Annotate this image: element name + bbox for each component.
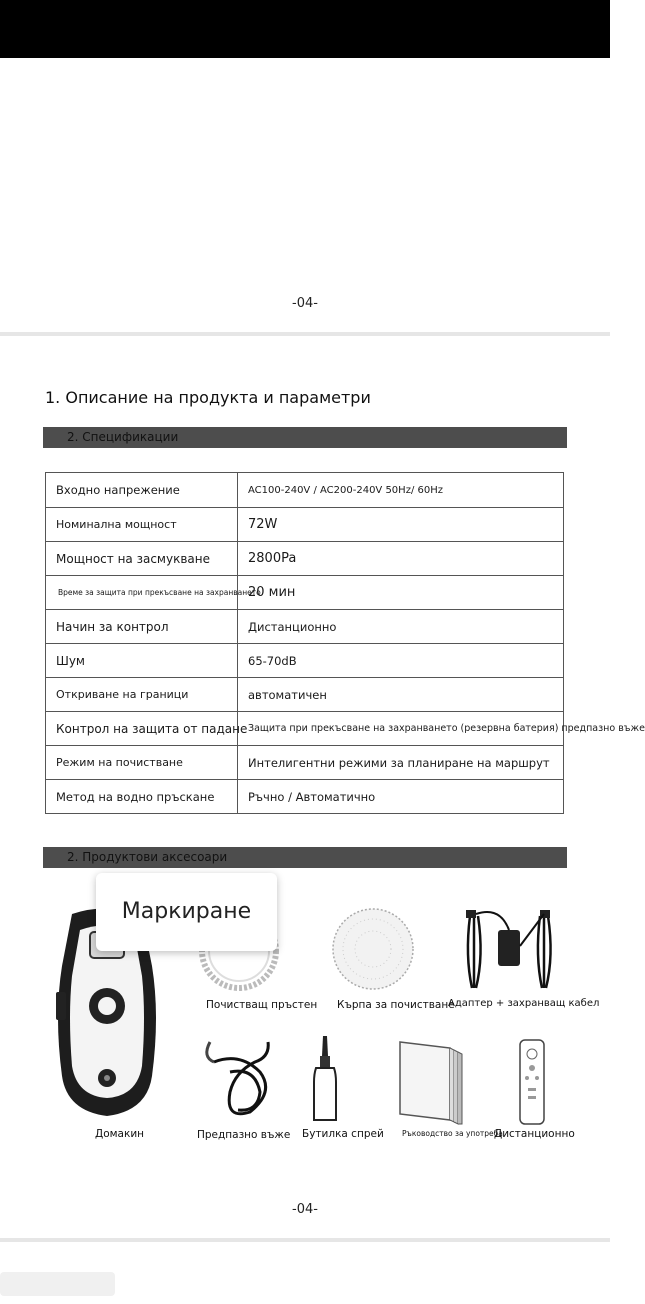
spec-value: AC100-240V / AC200-240V 50Hz/ 60Hz (238, 473, 564, 508)
spec-value: 65-70dB (238, 644, 564, 678)
accessory-label-bottle: Бутилка спрей (302, 1128, 384, 1140)
accessory-label-host: Домакин (95, 1128, 145, 1140)
spec-value: Дистанционно (238, 610, 564, 644)
blurred-content-stub (0, 1272, 115, 1296)
accessory-label-rope: Предпазно въже (197, 1129, 291, 1141)
spray-bottle-image (310, 1034, 340, 1124)
accessory-label-adapter: Адаптер + захранващ кабел (448, 998, 600, 1009)
spec-heading: 2. Спецификации (67, 430, 179, 444)
table-row (46, 746, 564, 780)
spec-value: автоматичен (238, 678, 564, 712)
spec-key: Контрол на защита от падане (46, 712, 238, 746)
spec-value: Интелигентни режими за планиране на маршрут (238, 746, 564, 780)
marking-popup[interactable] (96, 873, 277, 951)
spec-key: Мощност на засмукване (46, 542, 238, 576)
spec-key: Откриване на граници (46, 678, 238, 712)
page-divider-top (0, 332, 610, 336)
table-row (46, 712, 564, 746)
page-divider-bottom (0, 1238, 610, 1242)
table-row (46, 678, 564, 712)
accessories-heading-bar (43, 847, 567, 868)
spec-value: 2800Pa (238, 542, 564, 576)
remote-control-image (518, 1038, 546, 1126)
section-title: 1. Описание на продукта и параметри (45, 388, 371, 407)
accessory-label-ring: Почистващ пръстен (206, 999, 318, 1011)
spec-value: Защита при прекъсване на захранването (резервна батерия) предпазно въже (238, 712, 564, 746)
spec-key: Режим на почистване (46, 746, 238, 780)
top-status-bar (0, 0, 610, 58)
table-row (46, 473, 564, 508)
accessories-heading: 2. Продуктови аксесоари (67, 850, 228, 864)
spec-table (45, 472, 645, 814)
spec-value: 20 мин (238, 576, 564, 610)
table-row (46, 576, 564, 610)
spec-key: Начин за контрол (46, 610, 238, 644)
page-number-bottom: -04- (292, 1202, 318, 1217)
table-row (46, 644, 564, 678)
user-manual-image (396, 1036, 466, 1126)
spec-heading-bar (43, 427, 567, 448)
table-row (46, 508, 564, 542)
spec-key: Номинална мощност (46, 508, 238, 542)
spec-value: 72W (238, 508, 564, 542)
spec-key: Метод на водно пръскане (46, 780, 238, 814)
spec-value: Ръчно / Автоматично (238, 780, 564, 814)
table-row (46, 780, 564, 814)
accessory-label-remote: Дистанционно (494, 1128, 575, 1140)
spec-key: Шум (46, 644, 238, 678)
table-row (46, 610, 564, 644)
page-number-top: -04- (292, 296, 318, 311)
accessory-label-manual: Ръководство за употреба (402, 1129, 503, 1138)
spec-key: Входно напрежение (46, 473, 238, 508)
accessory-label-cloth: Кърпа за почистване (337, 999, 455, 1011)
cleaning-cloth-image (330, 906, 416, 992)
adapter-cable-image (460, 906, 560, 996)
marking-popup-label: Маркиране (121, 899, 252, 924)
spec-key: Време за защита при прекъсване на захранването (46, 576, 238, 610)
safety-rope-image (200, 1032, 280, 1122)
table-row (46, 542, 564, 576)
